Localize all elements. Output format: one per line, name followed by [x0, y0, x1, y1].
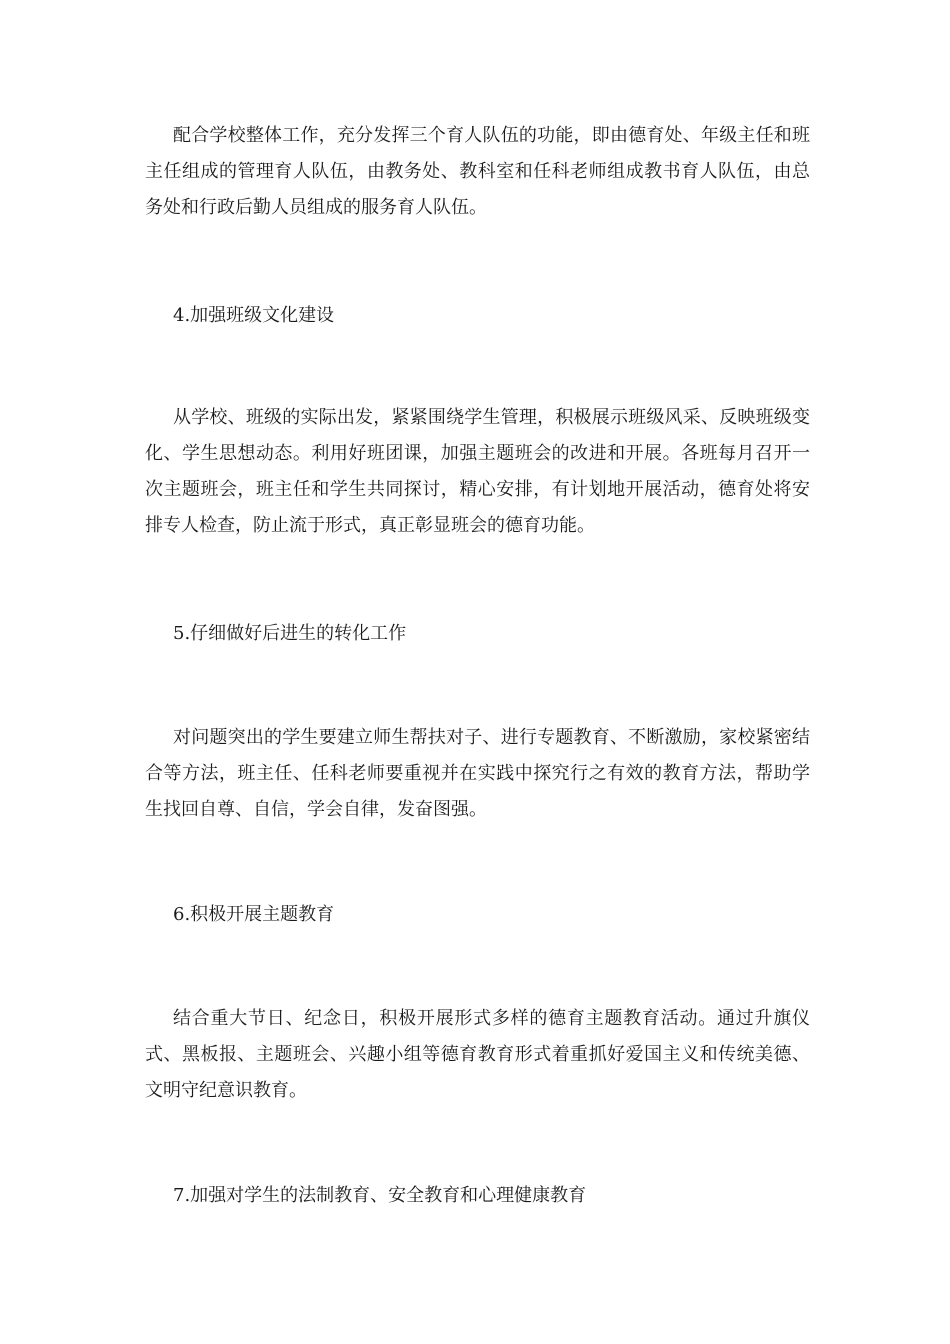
paragraph-underachiever-transformation: 对问题突出的学生要建立师生帮扶对子、进行专题教育、不断激励，家校紧密结合等方法，班主任、任科老师要重视并在实践中探究行之有效的教育方法，帮助学生找回自尊、自信，学会自律，发奋图强。 — [145, 727, 810, 820]
heading-legal-safety-mental-health: 7.加强对学生的法制教育、安全教育和心理健康教育 — [173, 1185, 587, 1206]
paragraph-three-education-teams: 配合学校整体工作，充分发挥三个育人队伍的功能，即由德育处、年级主任和班主任组成的管理育人队伍，由教务处、教科室和任科老师组成教书育人队伍，由总务处和行政后勤人员组成的服务育人队伍。 — [145, 125, 810, 218]
paragraph-theme-education: 结合重大节日、纪念日，积极开展形式多样的德育主题教育活动。通过升旗仪式、黑板报、主题班会、兴趣小组等德育教育形式着重抓好爱国主义和传统美德、文明守纪意识教育。 — [145, 1008, 810, 1101]
heading-class-culture: 4.加强班级文化建设 — [173, 305, 335, 326]
heading-underachiever-transformation: 5.仔细做好后进生的转化工作 — [173, 623, 407, 644]
heading-theme-education: 6.积极开展主题教育 — [173, 904, 335, 925]
paragraph-class-culture: 从学校、班级的实际出发，紧紧围绕学生管理，积极展示班级风采、反映班级变化、学生思想动态。利用好班团课，加强主题班会的改进和开展。各班每月召开一次主题班会，班主任和学生共同探讨，精心安排，有计划地开展活动，德育处将安排专人检查，防止流于形式，真正彰显班会的德育功能。 — [145, 407, 810, 536]
